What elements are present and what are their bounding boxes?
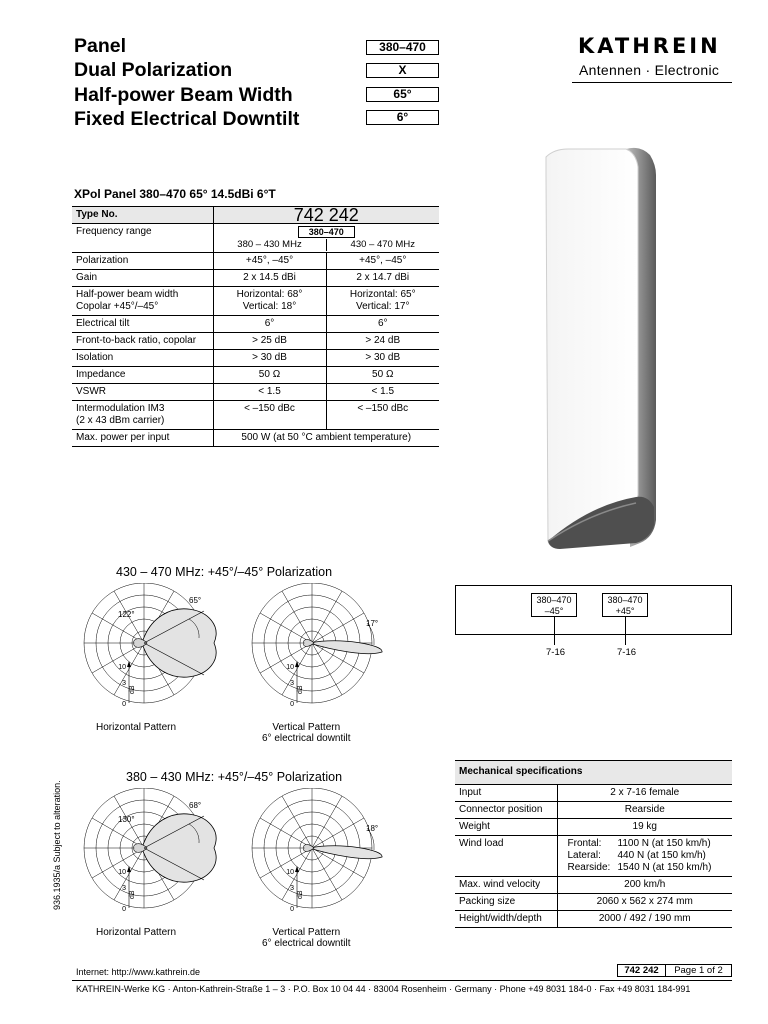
connector-port-minus45 bbox=[531, 593, 577, 617]
spec-row bbox=[72, 333, 439, 350]
port2-line2: +45° bbox=[615, 606, 635, 616]
spec-cell-line: > 25 dB bbox=[252, 335, 287, 346]
port2-line1: 380–470 bbox=[607, 595, 643, 605]
mechanical-row bbox=[455, 819, 732, 836]
maxpower-value: 500 W (at 50 °C ambient temperature) bbox=[213, 430, 439, 447]
spec-cell bbox=[72, 350, 213, 367]
angle-label: 17° bbox=[366, 619, 379, 628]
spec-cell-line: Electrical tilt bbox=[76, 318, 130, 329]
scale-label: 3 bbox=[290, 680, 294, 687]
spec-cell bbox=[326, 287, 439, 316]
mechanical-label: Max. wind velocity bbox=[455, 877, 557, 894]
wind-value: 1540 N (at 150 km/h) bbox=[617, 862, 712, 873]
upper-pattern-title: 430 – 470 MHz: +45°/–45° Polarization bbox=[116, 565, 333, 579]
header-line-beamwidth: Half-power Beam Width bbox=[74, 83, 293, 106]
mechanical-row bbox=[455, 802, 732, 819]
type-no-label: Type No. bbox=[72, 207, 213, 224]
spec-cell-line: > 30 dB bbox=[365, 352, 401, 363]
spec-cell-line: 50 Ω bbox=[258, 369, 281, 380]
spec-row bbox=[72, 401, 439, 430]
lower-horizontal-pattern bbox=[69, 788, 219, 918]
spec-cell bbox=[213, 367, 326, 384]
page-box bbox=[617, 964, 732, 977]
wind-values bbox=[557, 836, 732, 877]
spec-cell-line: +45°, –45° bbox=[245, 255, 294, 266]
page-number: Page 1 of 2 bbox=[674, 965, 723, 976]
spec-maxpower-row bbox=[72, 430, 439, 447]
maxpower-label: Max. power per input bbox=[72, 430, 213, 447]
mechanical-label: Weight bbox=[455, 819, 557, 836]
angle-label-small: 65° bbox=[189, 596, 202, 605]
scale-label: 10 bbox=[118, 664, 126, 671]
mechanical-label: Height/width/depth bbox=[455, 911, 557, 928]
internet-link[interactable]: Internet: http://www.kathrein.de bbox=[76, 967, 201, 977]
spec-cell bbox=[326, 270, 439, 287]
header-box-downtilt: 6° bbox=[366, 110, 439, 125]
header-line-downtilt: Fixed Electrical Downtilt bbox=[74, 107, 300, 130]
mechanical-row bbox=[455, 911, 732, 928]
upper-horizontal-pattern bbox=[69, 583, 219, 713]
header-box-polarization: X bbox=[366, 63, 439, 78]
scale-label: 0 bbox=[122, 906, 126, 913]
spec-cell bbox=[213, 350, 326, 367]
mechanical-label: Connector position bbox=[455, 802, 557, 819]
lower-vertical-caption-line2: 6° electrical downtilt bbox=[262, 938, 351, 949]
scale-unit: dB bbox=[129, 890, 136, 899]
frequency-cell bbox=[213, 224, 439, 253]
spec-cell-line: Front-to-back ratio, copolar bbox=[76, 335, 197, 346]
frequency-label: Frequency range bbox=[72, 224, 213, 253]
spec-cell-line: > 24 dB bbox=[365, 335, 401, 346]
spec-cell-line: Gain bbox=[76, 272, 98, 283]
side-notice: 936.1935/a Subject to alteration. bbox=[52, 780, 62, 910]
spec-cell-line: > 30 dB bbox=[252, 352, 287, 363]
spec-cell-line: < –150 dBc bbox=[357, 403, 409, 414]
header-line-polarization: Dual Polarization bbox=[74, 59, 233, 82]
scale-label: 0 bbox=[290, 906, 294, 913]
mechanical-rows-b bbox=[455, 877, 732, 928]
pattern-lobe-main bbox=[142, 609, 216, 677]
scale-label: 3 bbox=[290, 885, 294, 892]
wind-value: 1100 N (at 150 km/h) bbox=[617, 838, 711, 849]
spec-cell bbox=[326, 253, 439, 270]
scale-label: 10 bbox=[118, 869, 126, 876]
spec-cell bbox=[72, 270, 213, 287]
mechanical-value: 19 kg bbox=[557, 819, 732, 836]
header-line-panel: Panel bbox=[74, 35, 127, 57]
scale-unit: dB bbox=[129, 685, 136, 694]
spec-cell bbox=[326, 367, 439, 384]
spec-cell bbox=[72, 367, 213, 384]
spec-cell-line: < –150 dBc bbox=[244, 403, 295, 414]
footer-type-no: 742 242 bbox=[618, 965, 666, 976]
wind-direction: Rearside: bbox=[567, 862, 611, 873]
spec-cell bbox=[326, 350, 439, 367]
spec-cell bbox=[72, 401, 213, 430]
spec-cell bbox=[213, 384, 326, 401]
scale-label: 0 bbox=[290, 701, 294, 708]
upper-vertical-caption-line2: 6° electrical downtilt bbox=[262, 733, 351, 744]
wind-direction: Lateral: bbox=[567, 850, 601, 861]
spec-cell-line: Intermodulation IM3 bbox=[76, 403, 165, 414]
spec-cell-line: 50 Ω bbox=[372, 369, 394, 380]
spec-cell-line: 6° bbox=[377, 318, 388, 329]
pattern-lobe-main bbox=[142, 814, 216, 882]
spec-cell bbox=[72, 333, 213, 350]
brand-subtitle: Antennen · Electronic bbox=[579, 62, 720, 78]
lower-horizontal-caption: Horizontal Pattern bbox=[96, 927, 177, 938]
mechanical-value: 200 km/h bbox=[557, 877, 732, 894]
scale-arrow bbox=[127, 866, 131, 872]
scale-arrow bbox=[295, 661, 299, 667]
scale-label: 3 bbox=[122, 680, 126, 687]
mechanical-table bbox=[455, 760, 732, 928]
spec-cell-line: 2 x 14.7 dBi bbox=[356, 272, 410, 283]
mechanical-value: 2000 / 492 / 190 mm bbox=[557, 911, 732, 928]
spec-cell-line: Polarization bbox=[76, 255, 129, 266]
spec-row bbox=[72, 350, 439, 367]
mechanical-wind-row bbox=[455, 836, 732, 877]
spec-cell-line: Half-power beam width bbox=[76, 289, 179, 300]
spec-cell bbox=[326, 401, 439, 430]
header-titles bbox=[74, 34, 299, 131]
spec-row bbox=[72, 316, 439, 333]
spec-cell-line: Impedance bbox=[76, 369, 126, 380]
spec-frequency-row bbox=[72, 224, 439, 253]
spec-cell bbox=[326, 384, 439, 401]
spec-cell-line: < 1.5 bbox=[258, 386, 281, 397]
spec-cell-line: Copolar +45°/–45° bbox=[76, 301, 159, 312]
spec-cell-line: (2 x 43 dBm carrier) bbox=[76, 415, 165, 426]
spec-cell-line: < 1.5 bbox=[371, 386, 395, 397]
spec-cell bbox=[72, 287, 213, 316]
footer-address: KATHREIN-Werke KG · Anton-Kathrein-Straße 1 – 3 · P.O. Box 10 04 44 · 83004 Rosenheim · Germany · Phone +49 8031 184-0 · Fax +49 8031 184-991 bbox=[76, 984, 691, 994]
spec-cell bbox=[326, 316, 439, 333]
spec-cell bbox=[213, 333, 326, 350]
mechanical-label: Packing size bbox=[455, 894, 557, 911]
spec-cell-line: Isolation bbox=[76, 352, 114, 363]
lower-vertical-caption bbox=[262, 927, 350, 949]
angle-label-large: 130° bbox=[118, 815, 135, 824]
spec-cell-line: Vertical: 18° bbox=[242, 301, 297, 312]
spec-cell-line: Horizontal: 65° bbox=[349, 289, 416, 300]
product-title: XPol Panel 380–470 65° 14.5dBi 6°T bbox=[74, 187, 276, 201]
spec-table bbox=[72, 206, 439, 447]
spec-row bbox=[72, 287, 439, 316]
angle-label-small: 68° bbox=[189, 801, 202, 810]
scale-label: 0 bbox=[122, 701, 126, 708]
header-box-beamwidth: 65° bbox=[366, 87, 439, 102]
upper-horizontal-caption: Horizontal Pattern bbox=[96, 722, 177, 733]
spec-cell bbox=[72, 316, 213, 333]
spec-type-row bbox=[72, 207, 439, 224]
mechanical-row bbox=[455, 894, 732, 911]
spec-rows bbox=[72, 253, 439, 430]
spec-row bbox=[72, 384, 439, 401]
spec-cell-line: Horizontal: 68° bbox=[236, 289, 303, 300]
spec-cell-line: Vertical: 17° bbox=[356, 301, 410, 312]
port1-line1: 380–470 bbox=[536, 595, 572, 605]
connector-lead-1 bbox=[554, 617, 555, 645]
spec-cell bbox=[72, 384, 213, 401]
frequency-box-wrap bbox=[214, 226, 440, 239]
lower-vertical-caption-line1: Vertical Pattern bbox=[272, 927, 341, 938]
upper-vertical-pattern bbox=[237, 583, 387, 713]
upper-vertical-caption-line1: Vertical Pattern bbox=[272, 722, 341, 733]
spec-cell bbox=[72, 253, 213, 270]
upper-vertical-caption bbox=[262, 722, 350, 744]
frequency-box: 380–470 bbox=[298, 226, 355, 238]
spec-cell-line: +45°, –45° bbox=[359, 255, 407, 266]
mechanical-value: Rearside bbox=[557, 802, 732, 819]
spec-cell bbox=[213, 316, 326, 333]
port1-line2: –45° bbox=[544, 606, 564, 616]
mechanical-header bbox=[455, 761, 732, 785]
mechanical-value: 2060 x 562 x 274 mm bbox=[557, 894, 732, 911]
wind-grid bbox=[562, 838, 729, 874]
scale-unit: dB bbox=[297, 890, 304, 899]
wind-label: Wind load bbox=[455, 836, 557, 877]
scale-label: 10 bbox=[286, 664, 294, 671]
mechanical-row bbox=[455, 877, 732, 894]
antenna-illustration bbox=[540, 145, 670, 550]
mechanical-rows-a bbox=[455, 785, 732, 836]
frequency-band-a: 380 – 430 MHz bbox=[214, 239, 327, 251]
spec-cell-line: 2 x 14.5 dBi bbox=[243, 272, 296, 283]
frequency-band-b: 430 – 470 MHz bbox=[350, 239, 415, 250]
spec-cell bbox=[213, 253, 326, 270]
lower-vertical-pattern bbox=[237, 788, 387, 918]
spec-row bbox=[72, 270, 439, 287]
pattern-lobe-back bbox=[304, 845, 314, 852]
angle-label-large: 122° bbox=[118, 610, 135, 619]
connector-lead-2 bbox=[625, 617, 626, 645]
wind-value: 440 N (at 150 km/h) bbox=[617, 850, 706, 861]
spec-cell-line: 6° bbox=[264, 318, 275, 329]
scale-label: 3 bbox=[122, 885, 126, 892]
spec-cell bbox=[213, 401, 326, 430]
brand-logo: KATHREIN bbox=[578, 34, 721, 58]
spec-cell bbox=[326, 333, 439, 350]
scale-arrow bbox=[295, 866, 299, 872]
footer-divider bbox=[72, 980, 732, 981]
spec-cell-line: VSWR bbox=[76, 386, 106, 397]
scale-arrow bbox=[127, 661, 131, 667]
scale-label: 10 bbox=[286, 869, 294, 876]
lower-pattern-title: 380 – 430 MHz: +45°/–45° Polarization bbox=[126, 770, 343, 784]
mechanical-title: Mechanical specifications bbox=[455, 761, 732, 785]
frequency-subheads bbox=[214, 239, 440, 251]
connector-diagram bbox=[455, 585, 732, 635]
spec-row bbox=[72, 253, 439, 270]
header-box-frequency: 380–470 bbox=[366, 40, 439, 55]
connector-label-1: 7-16 bbox=[546, 647, 566, 658]
mechanical-row bbox=[455, 785, 732, 802]
angle-label: 18° bbox=[366, 824, 379, 833]
spec-cell bbox=[213, 270, 326, 287]
spec-cell bbox=[213, 287, 326, 316]
mechanical-label: Input bbox=[455, 785, 557, 802]
brand-divider bbox=[572, 82, 732, 83]
wind-direction: Frontal: bbox=[567, 838, 602, 849]
connector-label-2: 7-16 bbox=[617, 647, 637, 658]
pattern-lobe-back bbox=[304, 640, 314, 647]
type-no-value: 742 242 bbox=[213, 207, 439, 224]
scale-unit: dB bbox=[297, 685, 304, 694]
connector-port-plus45 bbox=[602, 593, 648, 617]
mechanical-value: 2 x 7-16 female bbox=[557, 785, 732, 802]
spec-row bbox=[72, 367, 439, 384]
